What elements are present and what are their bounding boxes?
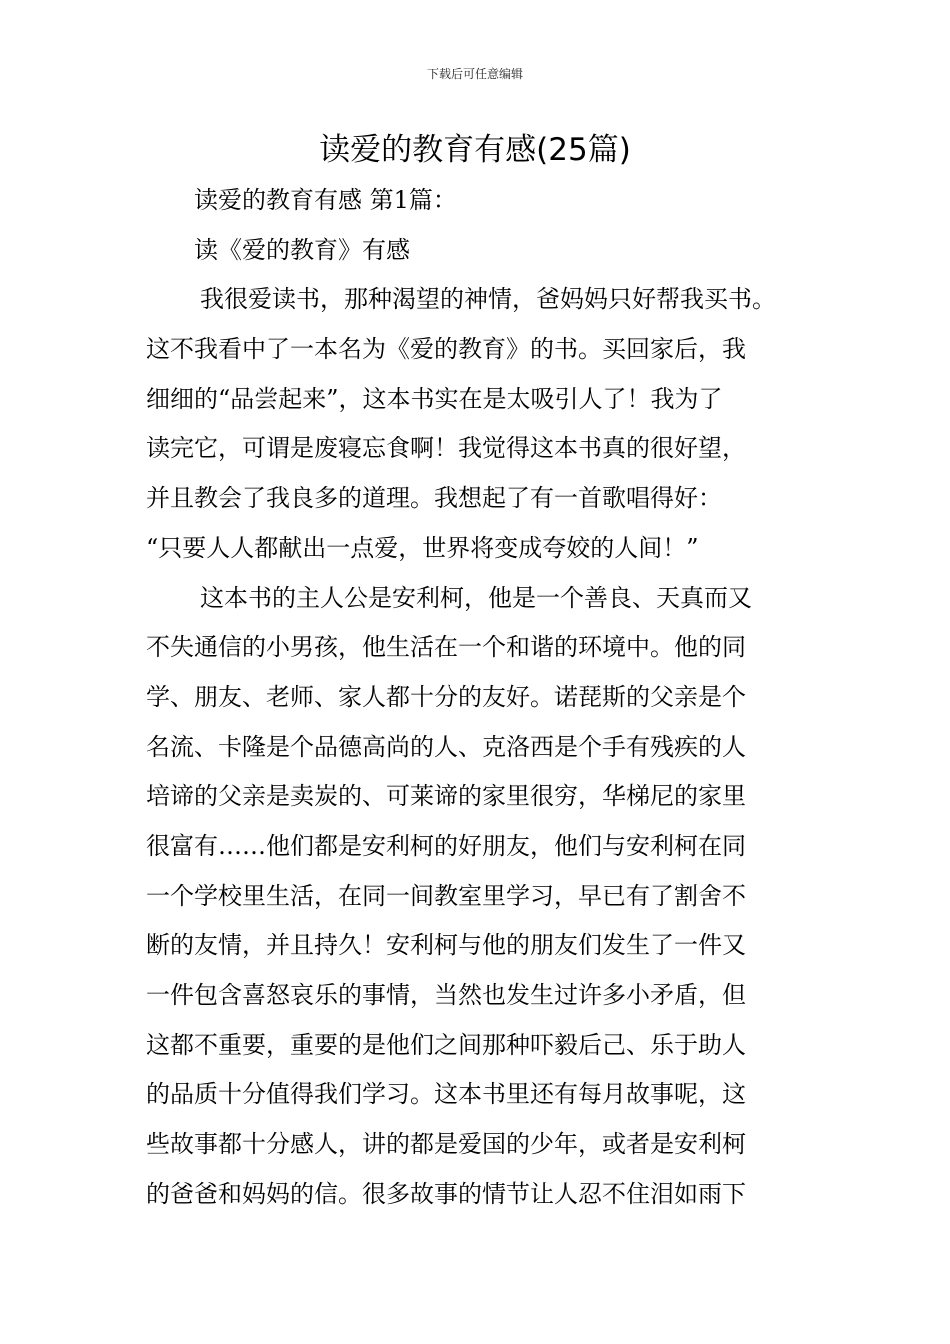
section-heading: 读爱的教育有感 第1篇： xyxy=(194,186,457,214)
paragraph-line: 一件包含喜怒哀乐的事情，当然也发生过许多小矛盾，但 xyxy=(146,981,746,1009)
document-title: 读爱的教育有感(25篇) xyxy=(319,132,631,168)
paragraph-line: 的品质十分值得我们学习。这本书里还有每月故事呢，这 xyxy=(146,1080,746,1109)
paragraph-line: 并且教会了我良多的道理。我想起了有一首歌唱得好： xyxy=(146,484,722,513)
header-note: 下载后可任意编辑 xyxy=(426,67,523,81)
paragraph-line: 些故事都十分感人，讲的都是爱国的少年，或者是安利柯 xyxy=(146,1130,746,1159)
document-body xyxy=(146,176,808,1219)
article-title: 读《爱的教育》有感 xyxy=(194,235,410,264)
paragraph-line: 读完它，可谓是废寝忘食啊！我觉得这本书真的很好望， xyxy=(146,434,746,463)
paragraph-line: 这都不重要，重要的是他们之间那种吓毅后己、乐于助人 xyxy=(146,1030,746,1059)
paragraph-line: 这不我看中了一本名为《爱的教育》的书。买回家后，我 xyxy=(146,335,746,364)
paragraph-line: 名流、卡隆是个品德高尚的人、克洛西是个手有残疾的人 xyxy=(146,732,746,761)
paragraph-line: 的爸爸和妈妈的信。很多故事的情节让人忍不住泪如雨下 xyxy=(146,1179,746,1208)
paragraph-line: 不失通信的小男孩，他生活在一个和谐的环境中。他的同 xyxy=(146,633,746,662)
paragraph-line: 我很爱读书，那种渴望的神情，爸妈妈只好帮我买书。 xyxy=(200,285,776,314)
paragraph-line: 细细的“品尝起来”，这本书实在是太吸引人了！我为了 xyxy=(146,384,723,413)
paragraph-line: 培谛的父亲是卖炭的、可莱谛的家里很穷，华梯尼的家里 xyxy=(146,782,746,811)
paragraph-line: 断的友情，并且持久！安利柯与他的朋友们发生了一件又 xyxy=(146,931,746,960)
paragraph-line: 这本书的主人公是安利柯，他是一个善良、天真而又 xyxy=(200,583,752,612)
paragraph-line: 学、朋友、老师、家人都十分的友好。诺琵斯的父亲是个 xyxy=(146,682,746,711)
paragraph-line: 一个学校里生活，在同一间教室里学习，早已有了割舍不 xyxy=(146,881,746,910)
paragraph-line: 很富有……他们都是安利柯的好朋友，他们与安利柯在同 xyxy=(146,831,746,860)
paragraph-1 xyxy=(146,275,808,573)
paragraph-line: “只要人人都献出一点爱，世界将变成夸姣的人间！” xyxy=(146,533,699,562)
paragraph-2 xyxy=(146,574,808,1220)
